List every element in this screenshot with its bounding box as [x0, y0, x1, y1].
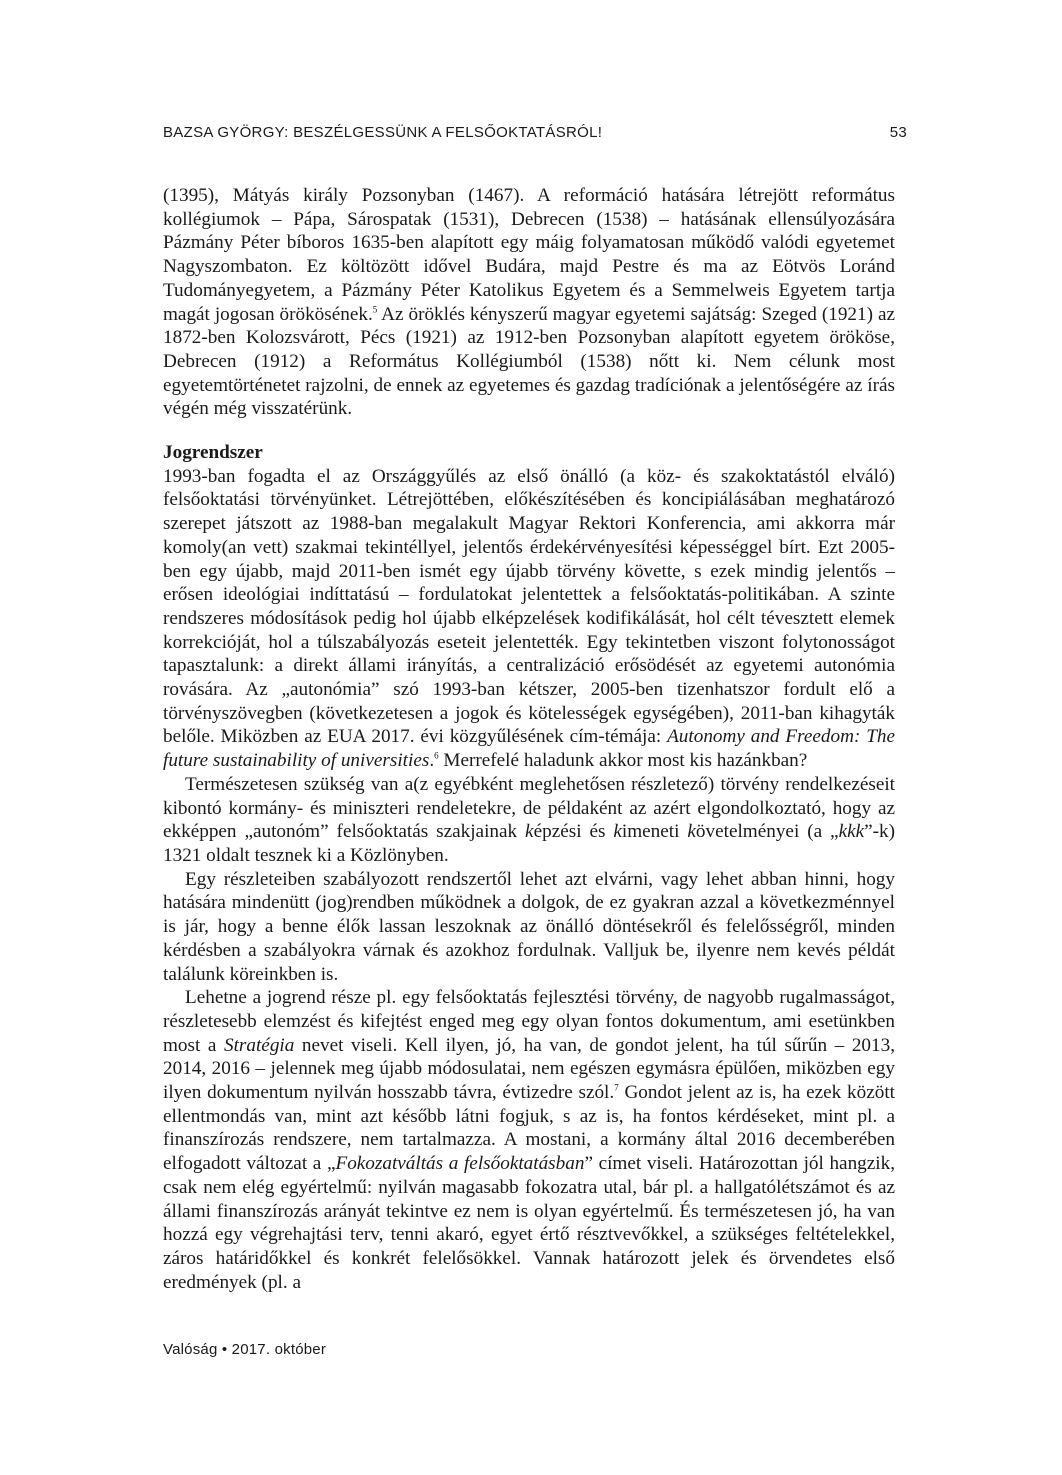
paragraph-text: Természetesen szükség van a(z egyébként meglehetősen részletező) törvény rendelkezéseit kibontó kormány- és miniszteri rendeletekre, de példaként az azért elgondolkoztató, hogy az ekképpen „autonóm” felsőoktatás szakjainak [163, 773, 895, 843]
paragraph-text: nevet viseli. Kell ilyen, jó, ha van, de gondot jelent, ha túl sűrűn – 2013, 2014, 2016 – jelennek meg újabb módosulatai, nem egészen egymásra épülően, miközben egy ilyen dokumentum nyilván hosszabb távra, évtizedre szól. [163, 1034, 895, 1104]
body-paragraph-2 [163, 465, 895, 773]
paragraph-text: Gondot jelent az is, ha ezek között ellentmondás van, mint azt később látni fogjuk, s az is, ha fontos kérdéseket, mint pl. a finanszírozás rendszere, nem tartalmazza. A mostani, a kormány által 2016 decemberében elfogadott változat a „ [163, 1082, 895, 1175]
body-paragraph-4: Egy részleteiben szabályozott rendszertől lehet azt elvárni, vagy lehet abban hinni, hogy hatására mindenütt (jog)rendben működnek a dolgok, de ez gyakran azzal a következménnyel is jár, hogy a benne élők lassan leszoknak az önálló döntésekről és felelősségről, minden kérdésben a szabályokra várnak és azokhoz fordulnak. Valljuk be, ilyenre nem kevés példát találunk köreinkben is. [163, 868, 895, 985]
footnote-ref-7: 7 [614, 1082, 619, 1093]
footnote-ref-6: 6 [434, 750, 439, 761]
section-heading: Jogrendszer [163, 442, 263, 464]
italic-fokozatvaltas: Fokozatváltás a felsőoktatásban [335, 1153, 585, 1175]
paragraph-text: Az öröklés kényszerű magyar egyetemi sajátság: Szeged (1921) az 1872-ben Kolozsvárott, Pécs (1921) az 1912-ben Pozsonyban alapított egyetem örököse, Debrecen (1912) a Református Kollégiumból (1538) nőtt ki. Nem célunk most egyetemtörténetet rajzolni, de ennek az egyetemes és gazdag tradíciónak a jelentőségére az írás végén még visszatérünk. [163, 303, 895, 420]
page-footer: Valóság • 2017. október [163, 1341, 327, 1358]
paragraph-text: Merrefelé haladunk akkor most kis hazánkban? [438, 750, 808, 772]
italic-eua-title: Autonomy and Freedom: The future sustainability of universities [163, 726, 895, 772]
italic-strategia: Stratégia [223, 1034, 295, 1056]
body-paragraph-1 [163, 184, 895, 421]
italic-k: k [613, 821, 622, 843]
paragraph-text: imeneti [621, 821, 688, 843]
italic-kkk: kkk [838, 821, 865, 843]
paragraph-text: 1993-ban fogadta el az Országgyűlés az első önálló (a köz- és szakoktatástól elváló) felsőoktatási törvényünket. Létrejöttében, előkészítésében és koncipiálásában meghatározó szerepet játszott az 1988-ban megalakult Magyar Rektori Konferencia, ami akkorra már komoly(an vett) szakmai tekintéllyel, jelentős érdekérvényesítési képességgel bírt. Ezt 2005-ben egy újabb, majd 2011-ben ismét egy újabb törvény követte, s ezek mindig jelentős – erősen ideológiai indíttatású – fordulatokat jelentettek a felsőoktatás-politikában. A szinte rendszeres módosítások pedig hol újabb elképzelések kodifikálását, hol célt tévesztett elemek korrekcióját, hol a túlszabályozás eseteit jelentették. Egy tekintetben viszont folytonosságot tapasztalunk: a direkt állami irányítás, a centralizáció erősödését az egyetemi autonómia rovására. Az „autonómia” szó 1993-ban kétszer, 2005-ben tizenhatszor fordult elő a törvényszövegben (következetesen a jogok és kötelességek egységében), 2011-ban kihagyták belőle. Miközben az EUA 2017. évi közgyűlésének cím-témája: [163, 465, 895, 748]
running-title: BAZSA GYÖRGY: BESZÉLGESSÜNK A FELSŐOKTATÁSRÓL! [163, 124, 603, 141]
paragraph-text: ”-k) 1321 oldalt tesznek ki a Közlönyben. [163, 821, 896, 866]
paragraph-text: (1395), Mátyás király Pozsonyban (1467). A reformáció hatására létrejött református kollégiumok – Pápa, Sárospatak (1531), Debrecen (1538) – hatásának ellensúlyozására Pázmány Péter bíboros 1635-ben alapított egy máig folyamatosan működő valódi egyetemet Nagyszombaton. Ez költözött idővel Budára, majd Pestre és ma az Eötvös Loránd Tudományegyetem, a Pázmány Péter Katolikus Egyetem és a Semmelweis Egyetem tartja magát jogosan örökösének. [163, 185, 895, 325]
paragraph-text: övetelményei (a „ [695, 821, 839, 843]
paragraph-text: épzési és [533, 821, 614, 843]
page-number: 53 [889, 124, 907, 141]
italic-k: k [687, 821, 696, 843]
body-paragraph-5 [163, 986, 895, 1294]
italic-k: k [525, 821, 534, 843]
paragraph-text: Lehetne a jogrend része pl. egy felsőoktatás fejlesztési törvény, de nagyobb rugalmasságot, részletesebb elemzést és kifejtést enged meg egy olyan fontos dokumentum, ami esetünkben most a [163, 987, 895, 1056]
body-paragraph-3 [163, 773, 895, 868]
running-header [163, 124, 907, 146]
article-body [163, 184, 895, 1294]
paragraph-text: ” címet viseli. Határozottan jól hangzik, csak nem elég egyértelmű: nyilván magasabb fokozatra utal, bár pl. a hallgatólétszámot és az állami finanszírozás arányát tekintve ez nem is olyan egyértelmű. És természetesen jó, ha van hozzá egy végrehajtási terv, tenni akaró, egyet értő résztvevőkkel, a szükséges feltételekkel, záros határidőkkel és konkrét felelősökkel. Vannak határozott jelek és örvendetes első eredmények (pl. a [163, 1153, 895, 1293]
footnote-ref-5: 5 [372, 304, 378, 315]
paragraph-text: . [429, 750, 435, 772]
